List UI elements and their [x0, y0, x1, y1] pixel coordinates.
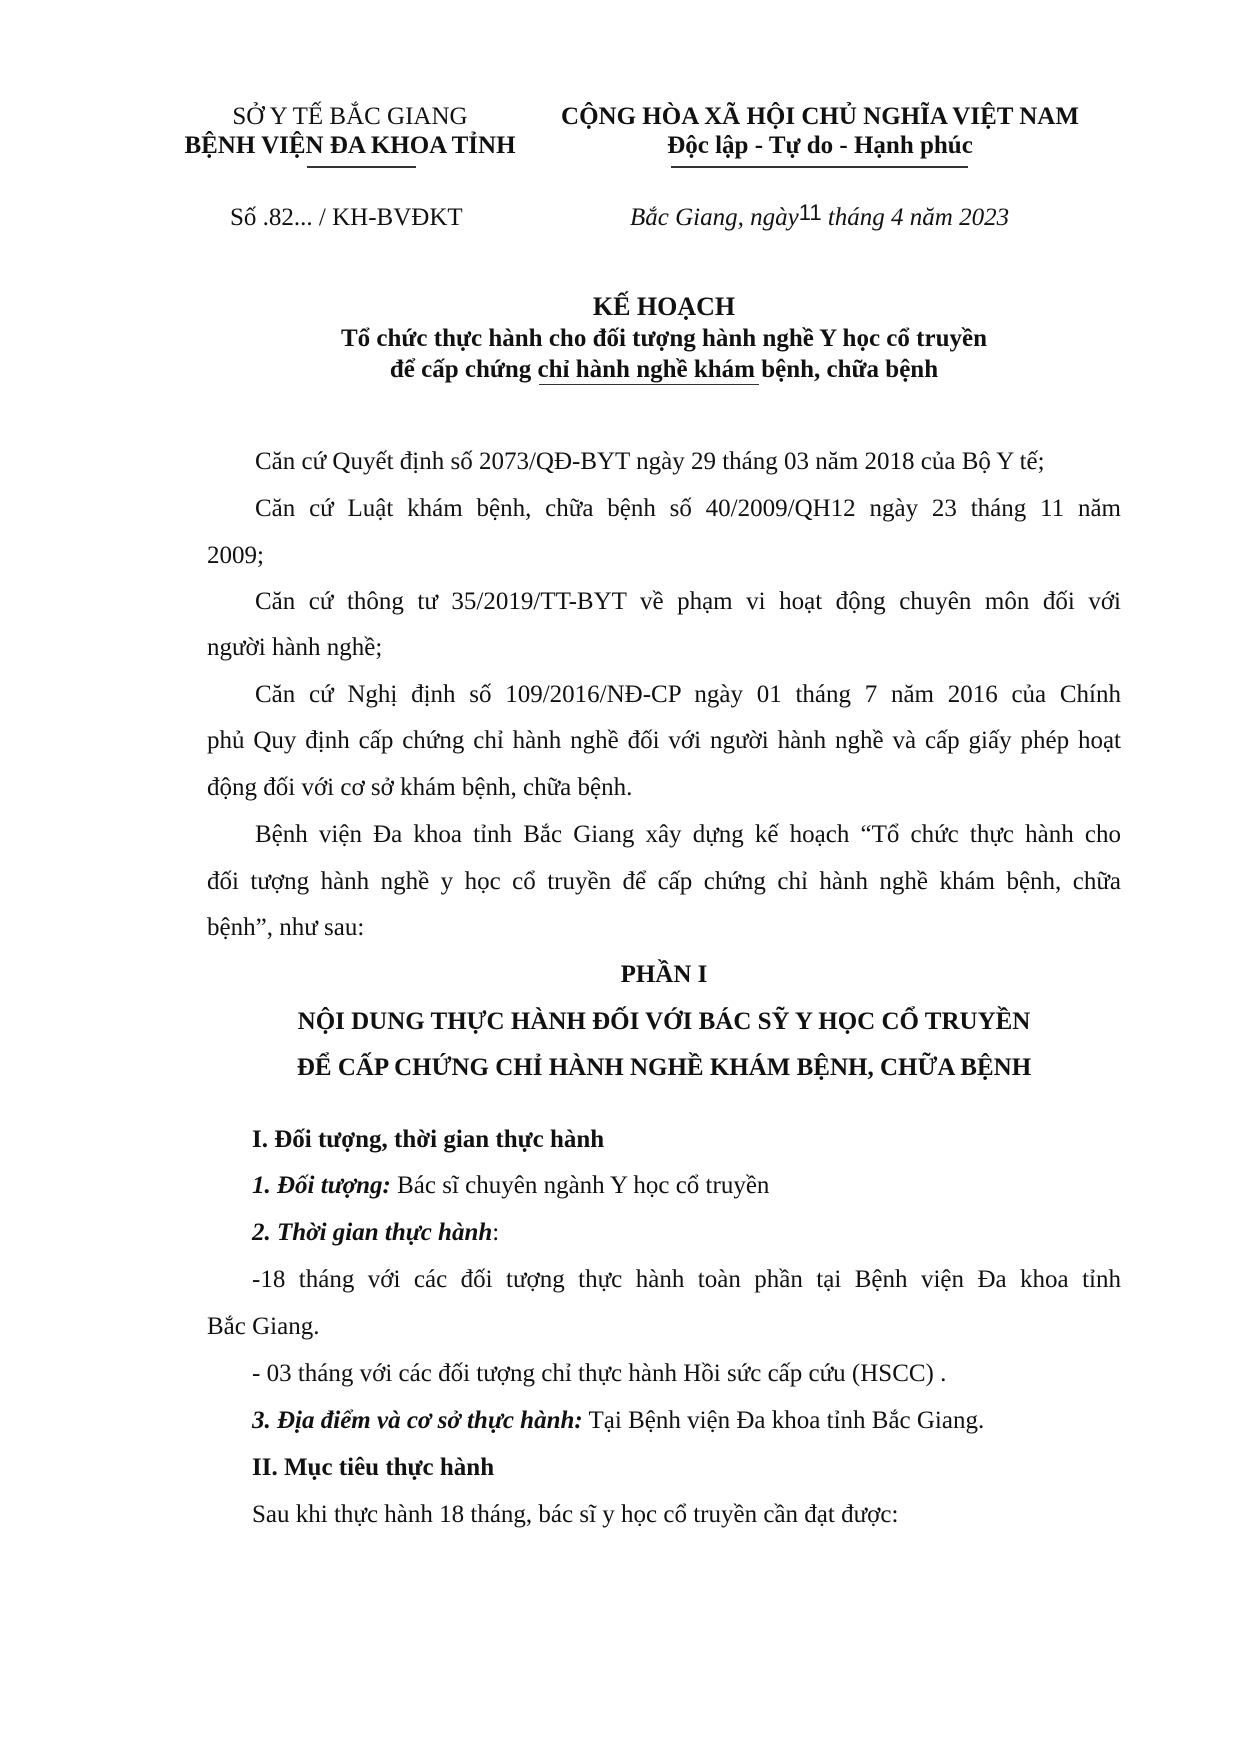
basis-paragraph-3-line-1: Căn cứ thông tư 35/2019/TT-BYT về phạm vi hoạt động chuyên môn đối với [255, 588, 1121, 615]
section-2-heading: II. Mục tiêu thực hành [252, 1454, 495, 1481]
date-suffix: tháng 4 năm 2023 [821, 204, 1010, 231]
part-heading-line-2: ĐỂ CẤP CHỨNG CHỈ HÀNH NGHỀ KHÁM BỆNH, CHỮA BỆNH [296, 1054, 1032, 1081]
section-1-item-1 [252, 1171, 769, 1201]
section-1-bullet-1-line-1: -18 tháng với các đối tượng thực hành toàn phần tại Bệnh viện Đa khoa tỉnh [252, 1266, 1121, 1293]
intro-paragraph-line-1: Bệnh viện Đa khoa tỉnh Bắc Giang xây dựng kế hoạch “Tổ chức thực hành cho [255, 821, 1121, 848]
section-1-bullet-2: - 03 tháng với các đối tượng chỉ thực hành Hồi sức cấp cứu (HSCC) . [252, 1360, 947, 1387]
date-day: 11 [798, 200, 822, 225]
item-2-label: 2. Thời gian thực hành [252, 1219, 493, 1246]
item-1-label: 1. Đối tượng: [252, 1172, 391, 1199]
document-number [230, 203, 463, 233]
motto: Độc lập - Tự do - Hạnh phúc [667, 132, 973, 159]
item-2-colon: : [492, 1219, 500, 1246]
item-3-label: 3. Địa điểm và cơ sở thực hành: [252, 1407, 583, 1434]
basis-paragraph-4-line-3: động đối với cơ sở khám bệnh, chữa bệnh. [207, 774, 633, 801]
date-prefix: Bắc Giang, ngày [630, 204, 799, 231]
basis-paragraph-3-line-2: người hành nghề; [207, 634, 383, 661]
basis-paragraph-4-line-1: Căn cứ Nghị định số 109/2016/NĐ-CP ngày 01 tháng 7 năm 2016 của Chính [255, 681, 1121, 708]
section-2-intro: Sau khi thực hành 18 tháng, bác sĩ y học cổ truyền cần đạt được: [252, 1501, 899, 1528]
part-heading-line-1: NỘI DUNG THỰC HÀNH ĐỐI VỚI BÁC SỸ Y HỌC CỔ TRUYỀN [297, 1008, 1031, 1035]
document-date [630, 200, 1010, 233]
intro-paragraph-line-2: đối tượng hành nghề y học cổ truyền để cấp chứng chỉ hành nghề khám bệnh, chữa [207, 868, 1121, 895]
section-1-item-3 [252, 1406, 984, 1436]
section-1-heading: I. Đối tượng, thời gian thực hành [252, 1126, 605, 1153]
agency-name: SỞ Y TẾ BẮC GIANG [232, 103, 468, 130]
item-1-text: Bác sĩ chuyên ngành Y học cổ truyền [390, 1172, 770, 1199]
basis-paragraph-1: Căn cứ Quyết định số 2073/QĐ-BYT ngày 29 tháng 03 năm 2018 của Bộ Y tế; [255, 448, 1045, 475]
document-subtitle-2: để cấp chứng chỉ hành nghề khám bệnh, chữa bệnh [389, 356, 939, 383]
header-divider-left [307, 166, 416, 168]
number-suffix: ... / KH-BVĐKT [293, 204, 463, 231]
header-divider-right [671, 166, 968, 168]
section-1-item-2 [252, 1218, 499, 1248]
basis-paragraph-2-line-2: 2009; [207, 542, 264, 569]
country-name: CỘNG HÒA XÃ HỘI CHỦ NGHĨA VIỆT NAM [561, 103, 1079, 130]
document-subtitle-1: Tổ chức thực hành cho đối tượng hành nghề Y học cổ truyền [341, 325, 987, 352]
hospital-name: BỆNH VIỆN ĐA KHOA TỈNH [184, 132, 516, 159]
number-prefix: Số . [230, 204, 269, 231]
item-3-text: Tại Bệnh viện Đa khoa tỉnh Bắc Giang. [582, 1407, 985, 1434]
document-title: KẾ HOẠCH [592, 292, 736, 321]
intro-paragraph-line-3: bệnh”, như sau: [207, 914, 365, 941]
part-label: PHẦN I [620, 961, 708, 988]
number-value: 82 [268, 204, 294, 231]
section-1-bullet-1-line-2: Bắc Giang. [207, 1313, 320, 1340]
title-divider [539, 384, 759, 385]
basis-paragraph-4-line-2: phủ Quy định cấp chứng chỉ hành nghề đối với người hành nghề và cấp giấy phép hoạt [207, 727, 1121, 754]
basis-paragraph-2-line-1: Căn cứ Luật khám bệnh, chữa bệnh số 40/2009/QH12 ngày 23 tháng 11 năm [255, 495, 1121, 522]
